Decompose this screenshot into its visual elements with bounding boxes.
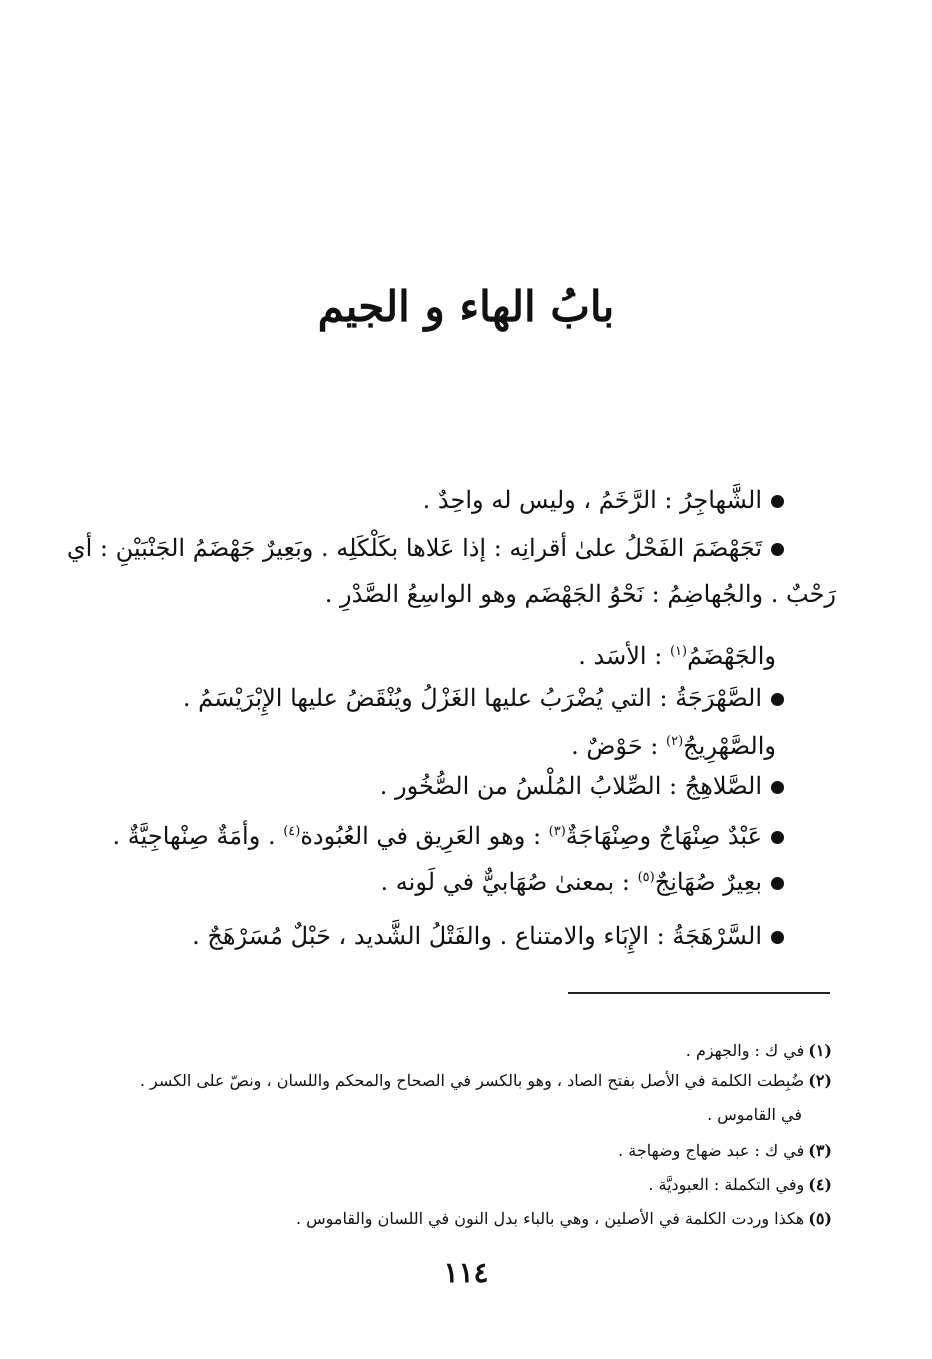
entry-line (113, 810, 785, 858)
bullet-icon (771, 781, 784, 794)
entry-line (67, 526, 784, 570)
entry-text: تَجَهْضَمَ الفَحْلُ علىٰ أقرانِه : إذا عَلاها بكَلْكَلِه . وبَعِيرٌ جَهْضَمُ الجَنْبَيْنِ : أي (66, 534, 762, 562)
footnote (648, 1170, 832, 1200)
footnote-ref: (٢) (666, 734, 684, 749)
bullet-icon (771, 877, 784, 890)
entry-headword: عَبْدٌ صِنْهَاجٌ وصِنْهَاجَةٌ (565, 822, 762, 850)
chapter-title: بابُ الهاء و الجيم (317, 282, 615, 331)
footnote-ref: (١) (669, 644, 688, 659)
entry-text: الشَّهاجِرُ : الرَّخَمُ ، وليس له واحِدٌ . (422, 486, 762, 514)
entry-line (578, 630, 776, 678)
footnote (140, 1066, 832, 1096)
bullet-icon (771, 495, 784, 508)
entry-text: السَّرْهَجَةُ : الإِبَاء والامتناع . والفَتْلُ الشَّديد ، حَبْلٌ مُسَرْهَجٌ . (192, 922, 762, 950)
entry-headword: والجَهْضَمُ (687, 642, 776, 670)
footnote-number: (٥) (808, 1209, 832, 1228)
footnote-ref: (٣) (548, 824, 566, 839)
page-number: ١١٤ (443, 1256, 489, 1289)
bullet-icon (771, 831, 784, 844)
entry-line (183, 676, 784, 720)
footnote-number: (٢) (808, 1071, 832, 1090)
footnote-text: في ك : والجهزم . (685, 1041, 805, 1060)
footnote-number: (٣) (808, 1141, 832, 1160)
footnote-text: هكذا وردت الكلمة في الأصلين ، وهي بالباء بدل النون في اللسان والقاموس . (295, 1209, 805, 1228)
entry-text: : الأسَد . (578, 642, 670, 670)
footnote-separator (568, 992, 830, 994)
footnote-ref: (٤) (283, 824, 301, 839)
entry-text: رَحْبٌ . والجُهاضِمُ : نَحْوُ الجَهْضَم وهو الواسِعُ الصَّدْرِ . (324, 580, 836, 608)
footnote (296, 1204, 832, 1234)
entry-line (571, 720, 776, 768)
entry-text: . وأمَةٌ صِنْهاجِيَّةٌ . (112, 822, 284, 850)
entry-line (381, 856, 784, 904)
footnote-number: (١) (808, 1041, 832, 1060)
entry-text: الصَّلاهِجُ : الصِّلابُ المُلْسُ من الصُّخُور . (379, 772, 762, 800)
entry-line (380, 764, 784, 808)
footnote-continuation (707, 1100, 802, 1130)
entry-line (423, 478, 784, 522)
footnote (686, 1036, 832, 1066)
entry-text: : وهو العَرِيق في العُبُودة (300, 822, 549, 850)
entry-text: : بمعنىٰ صُهَابيٌّ في لَونه . (380, 868, 638, 896)
footnote-number: (٤) (808, 1175, 832, 1194)
bullet-icon (771, 543, 784, 556)
bullet-icon (771, 931, 784, 944)
entry-continuation-line (325, 572, 836, 616)
entry-text: : حَوْضٌ . (571, 732, 666, 760)
entry-text: الصَّهْرَجَةُ : التي يُضْرَبُ عليها الغَزْلُ ويُنْقَضُ عليها الإِبْرَيْسَمُ . (182, 684, 762, 712)
footnote-ref: (٥) (637, 870, 655, 885)
footnote-text: في ك : عبد ضهاج وضهاجة . (618, 1141, 805, 1160)
entry-headword: بعِيرٌ صُهَانِجٌ (654, 868, 762, 896)
entry-headword: والصَّهْرِيجُ (683, 732, 776, 760)
footnote-text: ضُبِطت الكلمة في الأصل بفتح الصاد ، وهو بالكسر في الصحاح والمحكم واللسان ، ونصّ على الكسر . (139, 1071, 805, 1090)
footnote (618, 1136, 832, 1166)
entry-line (192, 914, 784, 958)
footnote-text: وفي التكملة : العبوديَّة . (648, 1175, 805, 1194)
bullet-icon (771, 693, 784, 706)
footnote-text: في القاموس . (707, 1105, 802, 1124)
